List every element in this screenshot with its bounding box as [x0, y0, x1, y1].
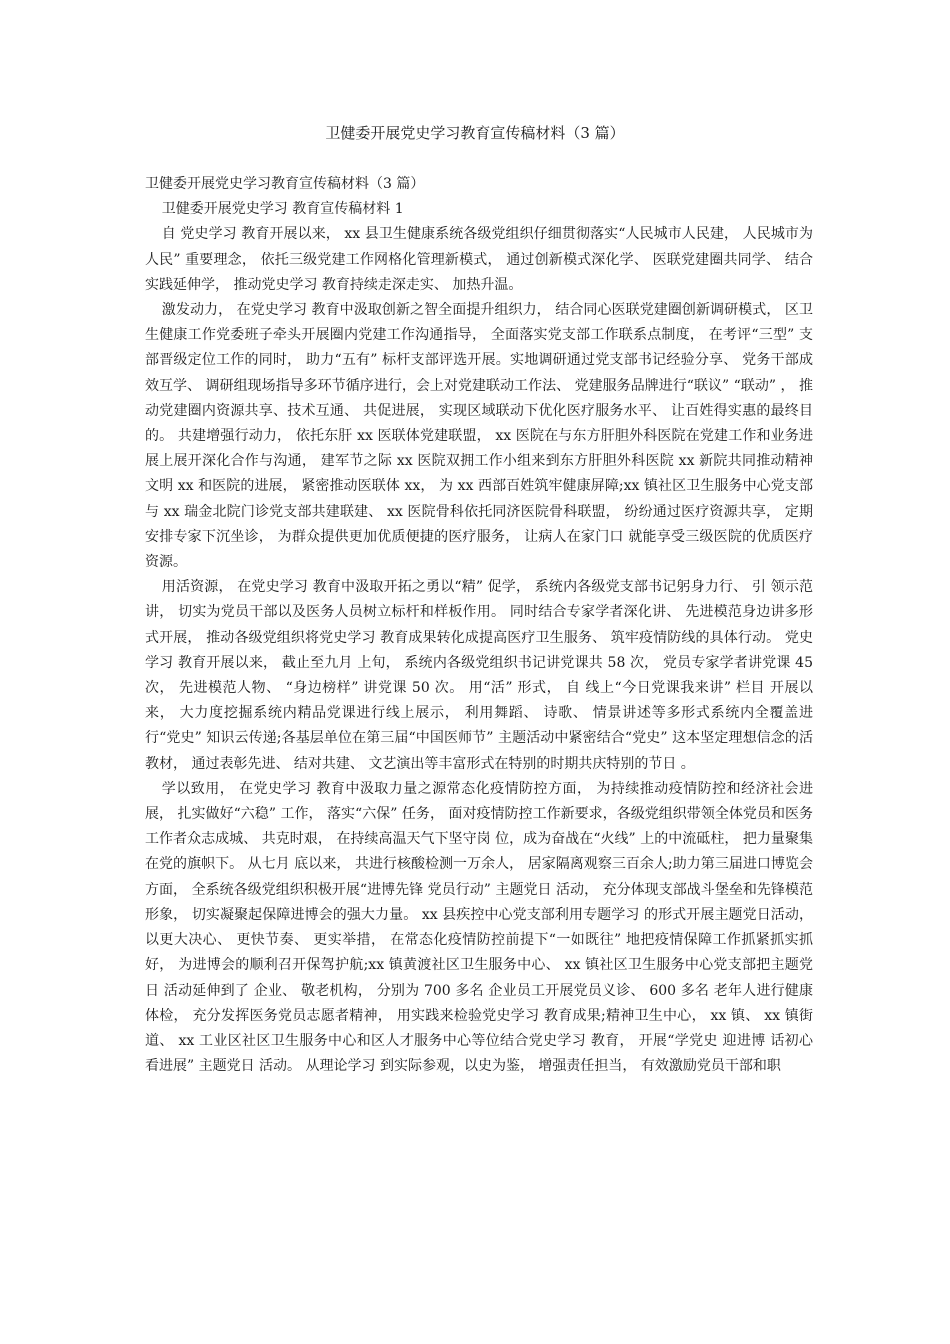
paragraph: 用活资源， 在党史学习 教育中汲取开拓之勇以“精” 促学， 系统内各级党支部书记躬身力行、 引 领示范讲， 切实为党员干部以及医务人员树立标杆和样板作用。 同时结合专家学者深化讲、 先进模范身边讲多形式开展， 推动各级党组织将党史学习 教育成果转化成提高医疗卫生服务、 筑牢疫情防线的具体行动。 党史学习 教育开展以来， 截止至九月 上旬， 系统内各级党组织书记讲党课共 58 次， 党员专家学者讲党课 45 次， 先进模范人物、 “身边榜样” 讲党课 50 次。 用“活” 形式， 自 线上“今日党课我来讲” 栏目 开展以来， 大力度挖掘系统内精品党课进行线上展示， 利用舞蹈、 诗歌、 情景讲述等多形式系统内全覆盖进行“党史” 知识云传递;各基层单位在第三届“中国医师节” 主题活动中紧密结合“党史” 这本坚定理想信念的活教材， 通过表彰先进、 结对共建、 文艺演出等丰富形式在特别的时期共庆特别的节日 。 — [145, 579, 813, 772]
paragraph: 自 党史学习 教育开展以来， xx 县卫生健康系统各级党组织仔细贯彻落实“人民城市人民建， 人民城市为人民” 重要理念， 依托三级党建工作网格化管理新模式， 通过创新模式深化学、 医联党建圈共同学、 结合实践延伸学， 推动党史学习 教育持续走深走实、 加热升温。 — [145, 226, 813, 293]
document-subheading: 卫健委开展党史学习 教育宣传稿材料 1 — [161, 201, 404, 218]
paragraph: 激发动力， 在党史学习 教育中汲取创新之智全面提升组织力， 结合同心医联党建圈创新调研模式， 区卫生健康工作党委班子牵头开展圈内党建工作沟通指导， 全面落实党支部工作联系点制度， 在考评“三型” 支部晋级定位工作的同时， 助力“五有” 标杆支部评选开展。实地调研通过党支部书记经验分享、 党务干部成效互学、 调研组现场指导多环节循序进行，会上对党建联动工作法、 党建服务品牌进行“联议” “联动” ， 推动党建圈内资源共享、技术互通、 共促进展， 实现区域联动下优化医疗服务水平、 让百姓得实惠的最终目 的。 共建增强行动力， 依托东肝 xx 医联体党建联盟， xx 医院在与东方肝胆外科医院在党建工作和业务进展上展开深化合作与沟通， 建军节之际 xx 医院双拥工作小组来到东方肝胆外科医院 xx 新院共同推动精神文明 xx 和医院的进展， 紧密推动医联体 xx， 为 xx 西部百姓筑牢健康屏障;xx 镇社区卫生服务中心党支部与 xx 瑞金北院门诊党支部共建联建、 xx 医院骨科依托同济医院骨科联盟， 纷纷通过医疗资源共享， 定期安排专家下沉坐诊， 为群众提供更加优质便捷的医疗服务， 让病人在家门口 就能享受三级医院的优质医疗资源。 — [145, 302, 813, 571]
document-heading: 卫健委开展党史学习教育宣传稿材料（3 篇） — [145, 176, 425, 192]
document-title: 卫健委开展党史学习教育宣传稿材料（3 篇） — [325, 124, 625, 142]
document-body — [145, 172, 813, 1079]
paragraph: 学以致用， 在党史学习 教育中汲取力量之源常态化疫情防控方面， 为持续推动疫情防控和经济社会进展， 扎实做好“六稳” 工作， 落实“六保” 任务， 面对疫情防控工作新要求，各级党组织带领全体党员和医务工作者众志成城、 共克时艰， 在持续高温天气下坚守岗 位，成为奋战在“火线” 上的中流砥柱， 把力量聚集在党的旗帜下。 从七月 底以来， 共进行核酸检测一万余人， 居家隔离观察三百余人;助力第三届进口博览会方面， 全系统各级党组织积极开展“进博先锋 党员行动” 主题党日 活动， 充分体现支部战斗堡垒和先锋模范形象， 切实凝聚起保障进博会的强大力量。 xx 县疾控中心党支部利用专题学习 的形式开展主题党日活动， 以更大决心、 更快节奏、 更实举措， 在常态化疫情防控前提下“一如既往” 地把疫情保障工作抓紧抓实抓好， 为进博会的顺利召开保驾护航;xx 镇黄渡社区卫生服务中心、 xx 镇社区卫生服务中心党支部把主题党日 活动延伸到了 企业、 敬老机构， 分别为 700 多名 企业员工开展党员义诊、 600 多名 老年人进行健康体检， 充分发挥医务党员志愿者精神， 用实践来检验党史学习 教育成果;精神卫生中心， xx 镇、 xx 镇街道、 xx 工业区社区卫生服务中心和区人才服务中心等位结合党史学习 教育， 开展“学党史 迎进博 话初心 看进展” 主题党日 活动。 从理论学习 到实际参观，以史为鉴， 增强责任担当， 有效激励党员干部和职 — [145, 780, 813, 1075]
